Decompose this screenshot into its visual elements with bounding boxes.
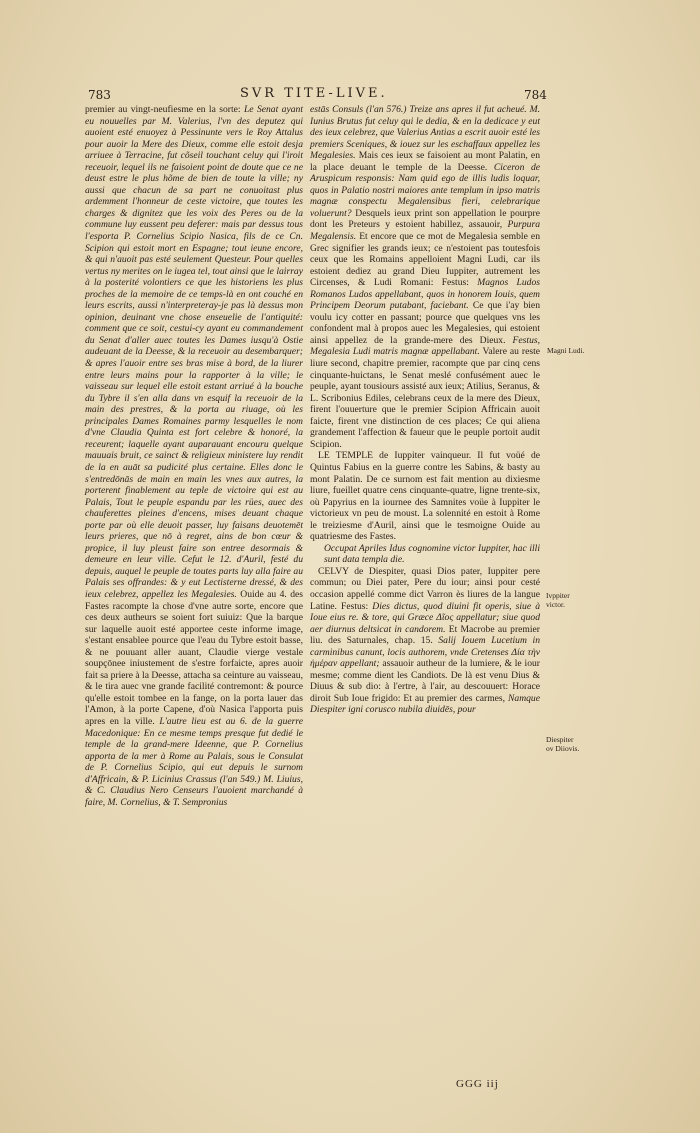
text-run: Et Macrobe au premier liu. des Saturnales, chap. 15.	[310, 623, 540, 647]
margin-note-diespiter	[546, 736, 579, 753]
text-run: premier au vingt-neufiesme en la sorte:	[85, 104, 244, 115]
margin-note-line: victor.	[546, 599, 565, 609]
text-run: LE TEMPLE de Iuppiter vainqueur. Il fut voüé de Quintus Fabius en la guerre contre les Sabins, & basty au mont Palatin. De ce surnom est fait mention au dixiesme liure, fueillet quatre cens cinquante-quatre, ligne trente-six, où Papyrius en la iournee des Samnites voüe à Iuppiter le victorieux vn peu de moust. La solennité en estoit à Rome le treiziesme d'Auril, ainsi que le tesmoigne Ouide au quatriesme des Fastes.	[310, 450, 540, 543]
text-run: Ciceron de Aruspicum responsis: Nam quid ego de illis ludis loquar, quos in Palatio nostri maiores ante templum in ipso matris magnæ conspectu Megalensibus fieri, celebrarique voluerunt?	[310, 161, 540, 219]
margin-note-line: Diespiter	[546, 735, 574, 744]
text-run: Purpura Megalensis.	[310, 219, 540, 243]
right-text-column	[310, 104, 540, 716]
text-run: Mais ces ieux se faisoient au mont Palatin, en la place deuant le temple de la Deesse.	[310, 150, 540, 173]
right-paragraph	[310, 104, 540, 450]
right-paragraph-diespiter	[310, 566, 540, 716]
signature-mark: GGG iij	[456, 1078, 499, 1090]
text-run: Magnos Ludos Romanos Ludos appellabant, quos in honorem Iouis, quem Principem Deorum putabant, faciebant.	[310, 277, 540, 312]
text-run: Et encore que ce mot de Megalesia semble en Grec signifier les grands ieux; ce n'estoient pas toutesfois ceux que les Romains appelloient Magni Ludi, car ils estoient dediez au grand Dieu Iuppiter, autrement les Circenses, & Ludi Romani: Festus:	[310, 231, 540, 289]
left-text-column	[85, 104, 303, 808]
text-run: Namque Diespiter igni corusco nubila diuidēs, pour	[310, 692, 540, 716]
text-run: Dies dictus, quod diuini fit operis, siue à Ioue eius re. & tore, qui Græce Δῖος appellatur; siue quod aer diurnus deltsicat in candorem.	[310, 600, 540, 635]
text-run: Festus, Megalesia Ludi matris magnæ appellabant.	[310, 334, 540, 358]
left-page-number: 783	[88, 88, 111, 102]
text-run: Le Senat ayant eu nouuelles par M. Valerius, l'vn des deputez qui auoient esté enuoyez à Pessinunte vers le Roy Attalus pour auoir la Mere des Dieux, comme elle estoit desja arriuee à Terracine, fut cõseil touchant celuy qui l'iroit receuoir, lequel ils ne faisoient point de doute que ce ne deust estre le plus hõme de bien de toute la ville; ny aussi que chacun de sa part ne conuoitast plus ardemment l'honneur de ceste victoire, que toutes les charges & dignitez que les voix des Peres ou de la commune luy eussent peu deferer: mais par dessus tous l'esporta P. Cornelius Scipio Nasica, fils de ce Cn. Scipion qui estoit mort en Espagne; tout ieune encore, & qui n'auoit pas esté seulement Questeur. Pour quelles vertus ny merites on le iugea tel, tout ainsi que le lairray à la posterité volontiers ce que les historiens les plus proches de la memoire de ce temps-là en ont couché en leurs escrits, aussi n'interpreteray-je pas là dessus mon opinion, deuinant vne chose enseuelie de l'antiquité: comment que ce soit, cestui-cy ayant eu commandement du Senat d'aller auec toutes les Dames iusqu'à Ostie audeuant de la Deesse, & la receuoir au desembarquer; & apres l'auoir entre ses bras mise à bord, de la liurer entre leurs mains pour la rapporter à la ville; le vaisseau sur lequel elle estoit estant arriué à la bouche du Tybre il s'en alla dans vn esquif la receuoir de la main des prestres, & la porta au riuage, où les principales Dames Romaines parmy lesquelles le nom d'vne Claudia Quinta est fort celebre & honoré, la receurent; laquelle ayant auparauant encouru quelque mauuais bruit, ce sainct & religieux ministere luy rendit de la en auāt sa pudicité plus certaine. Elles donc le s'entredōnās de main en main les vnes aux autres, la porterent finablement au teple de victoire qui est au Palais, Tout le peuple espandu par les rües, auec des chauferettes pleines d'encens, mises deuant chaque porte par où elle deuoit passer, luy faisans deuotemēt leurs prieres, que nō à regret, ains de bon cœur & propice, il luy pleust faire son entree desormais & demeure en leur ville. Cefut le 12. d'Auril, festé du depuis, auquel le peuple de toutes parts luy alla faire au Palais ses offrandes: & y eut Lectisterne dressé, & des ieux celebrez, appellez les Megalesies.	[85, 104, 303, 600]
text-run: Ce que i'ay bien voulu icy cotter en passant; pource que quelques vns les confondent mal à propos auec les Megalesies, qui estoient ainsi appellez de la grande-mere des Dieux.	[310, 300, 540, 346]
running-title: SVR TITE-LIVE.	[240, 86, 388, 101]
margin-note-line: ov Diiovis.	[546, 743, 580, 753]
margin-note-line: Ivppiter	[546, 591, 570, 600]
margin-note-iuppiter	[546, 592, 570, 609]
left-paragraph	[85, 104, 303, 808]
text-run: Occupat Apriles Idus cognomine victor Iuppiter, hac illi sunt data templa die.	[324, 542, 540, 566]
text-run: L'autre lieu est au 6. de la guerre Macedonique: En ce mesme temps presque fut dedié le temple de la grand-mere Ideenne, que P. Cornelius apporta de la mer à Rome au Palais, sous le Consulat de P. Cornelius Scipio, qui eut depuis le surnom d'Affricain, & P. Licinius Crassus (l'an 549.) M. Liuius, & C. Claudius Nero Censeurs l'auoient marchandé à faire, M. Cornelius, & T. Sempronius	[85, 715, 303, 808]
text-run: Ouide au 4. des Fastes racompte la chose d'vne autre sorte, encore que ces deux autheurs se soient fort suiuiz: Que la barque sur laquelle auoit esté apportee ceste informe image, s'estant ensablee pource que l'eau du Tybre estoit basse, & ne pouuant aller auant, Claudie vierge vestale soupçōnee iniustement de s'estre forfaicte, apres auoir fait sa priere à la Deesse, attacha sa ceinture au vaisseau, & le tira auec vne grande facilité contremont: & pource qu'elle estoit tombee en la fange, on la porta lauer das l'Amon, à la porte Capene, d'où Nasica l'apporta puis apres en la ville.	[85, 588, 303, 727]
text-run: Desquels ieux print son appellation le pourpre dont les Preteurs y estoient habillez, assauoir,	[310, 207, 540, 231]
text-run: CELVY de Diespiter, quasi Dios pater, Iuppiter pere commun; ou Diei pater, Pere du iour; ainsi pour cesté occasion appellé comme dict Varron ès liures de la langue Latine. Festus:	[310, 565, 540, 612]
text-run: estās Consuls (l'an 576.) Treize ans apres il fut acheué. M. Iunius Brutus fut celuy qui le dedia, & en la dedicace y eut des ieux celebrez, que Valerius Antias a escrit auoir esté les premiers Sceniques, & iouez sur les eschaffaux appellez les Megalesies.	[310, 104, 540, 162]
verse-quote	[310, 543, 540, 566]
text-run: assauoir autheur de la lumiere, & le iour mesme; comme dient les Candiots. De là est venu Dius & Diuus & sub dio: à l'ertre, à l'air, au descouuert: Horace diroit Sub Ioue frigido: Et au premier des carmes,	[310, 658, 540, 704]
right-paragraph-temple	[310, 450, 540, 542]
margin-note-magni-ludi: Magni Ludi.	[547, 346, 585, 355]
right-page-number: 784	[524, 88, 547, 102]
text-run: Salij Iouem Lucetium in carminibus canunt, locis authorem, vnde Cretenses Δία τὴν ἡμέραν appellant;	[310, 635, 540, 670]
text-run: Valere au reste liure second, chapitre premier, racompte que par cinq cens cinquante-huictans, le Senat meslé confusément auec le peuple, ayant tousiours assisté aux ieux; Atilius, Seranus, & L. Scribonius Ediles, celebrans ceux de la mere des Dieux, firent l'ouuerture que le premier Scipion Affricain auoit faicte, firent vne distinction de ces places; Ce qui aliena grandement l'affection & faueur que le peuple portoit audit Scipion.	[310, 346, 541, 450]
